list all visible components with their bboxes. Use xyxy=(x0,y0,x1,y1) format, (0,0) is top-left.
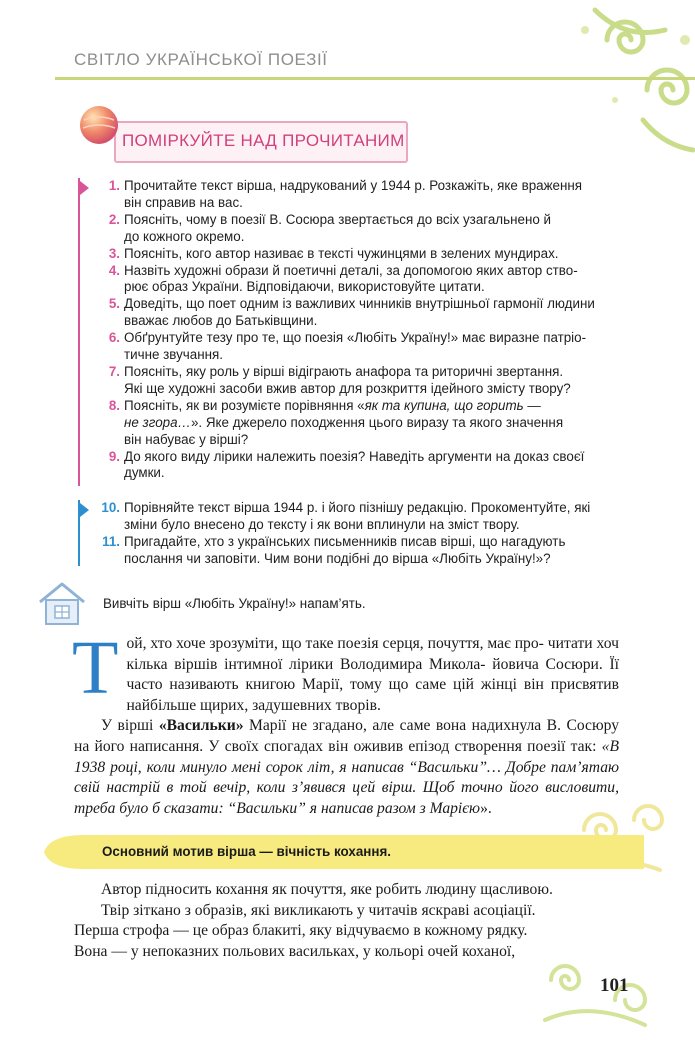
paragraph: Перша строфа — це образ блакиті, яку відчуваємо в кожному рядку. xyxy=(74,922,528,940)
list-item: 2. Поясніть, чому в поезії В. Сосюра звертається до всіх узагальнено й до кожного окремо. xyxy=(108,211,551,244)
list-item: 3. Поясніть, кого автор називає в тексті чужинцями в зелених мундирах. xyxy=(108,245,559,261)
header-divider xyxy=(55,77,695,80)
swirl-decoration-icon xyxy=(555,0,695,160)
drop-cap: Т xyxy=(72,626,119,710)
list-item: 11. Пригадайте, хто з українських письменників писав вірші, що нагадують послання чи заповіти. Чим вони подібні до вірша «Любіть Україну!»? xyxy=(102,533,566,566)
list-item: 10. Порівняйте текст вірша 1944 р. і його пізнішу редакцію. Прокоментуйте, які зміни було внесено до тексту і як вони вплинули на зміст твору. xyxy=(101,500,591,532)
key-idea-callout: Основний мотив вірша — вічність кохання. xyxy=(102,844,391,859)
paragraph: Вона — у непоказних польових васильках, у кольорі очей коханої, xyxy=(74,942,516,960)
list-item: 6. Обґрунтуйте тезу про те, що поезія «Любіть Україну!» має виразне патріо- тичне звучання. xyxy=(108,330,587,363)
paragraph: Твір зіткано з образів, які викликають у читачів яскраві асоціації. xyxy=(101,901,536,919)
running-header-title: СВІТЛО УКРАЇНСЬКОЇ ПОЕЗІЇ xyxy=(74,50,328,69)
list-item: 4. Назвіть художні образи й поетичні деталі, за допомогою яких автор ство- рює образ України. Відповідаючи, використовуйте цитати. xyxy=(108,262,578,295)
home-task-house-icon xyxy=(36,580,88,628)
section-banner xyxy=(78,104,408,164)
paragraph: Автор підносить кохання як почуття, яке робить людину щасливою. xyxy=(101,881,553,898)
list-item: 7. Поясніть, яку роль у вірші відіграють анафора та риторичні звертання. Які ще художні засоби вжив автор для розкриття ідейного змісту твору? xyxy=(108,363,571,396)
list-item: 5. Доведіть, що поет одним із важливих чинників внутрішньої гармонії людини вважає любов до Батьківщини. xyxy=(108,296,595,329)
list-item: 1. Прочитайте текст вірша, надрукований у 1944 р. Розкажіть, яке враження він справив на вас. xyxy=(108,178,583,210)
section-title: ПОМІРКУЙТЕ НАД ПРОЧИТАНИМ xyxy=(122,131,405,150)
body-text-analysis xyxy=(74,880,619,962)
page-number: 101 xyxy=(600,975,629,996)
paragraph: ой, хто хоче зрозуміти, що таке поезія серця, почуття, має про- читати хоч кілька віршів інтимної лірики Володимира Микола- йовича Сосюри. Її часто називають книгою Марії, тому що саме цій жінці він присвятив найбільше щирих, задушевних творів. xyxy=(126,635,620,714)
ornament-ball-icon xyxy=(78,104,120,146)
memorise-note: Вивчіть вірш «Любіть Україну!» напам’ять. xyxy=(103,596,366,611)
paragraph: У вірші «Васильки» Марії не згадано, але саме вона надихнула В. Сосюру на його написання. У своїх спогадах він оживив епізод створення поезії так: «В 1938 році, коли минуло мені сорок літ, я написав “Васильки”… Добре пам’ятаю свій настрій в той вечір, коли з’явився цей вірш. Щоб точно його висловити, треба було б сказати: “Васильки” я написав разом з Марією». xyxy=(74,717,619,817)
question-list-advanced xyxy=(78,500,638,568)
body-text-intro xyxy=(72,626,620,819)
question-list-primary xyxy=(78,178,638,482)
list-item: 9. До якого виду лірики належить поезія? Наведіть аргументи на доказ своєї думки. xyxy=(108,448,585,481)
list-item: 8. Поясніть, як ви розумієте порівняння «як та купина, що горить — не згора…». Яке джерело походження цього виразу та якого значення він набуває у вірші? xyxy=(108,397,564,447)
